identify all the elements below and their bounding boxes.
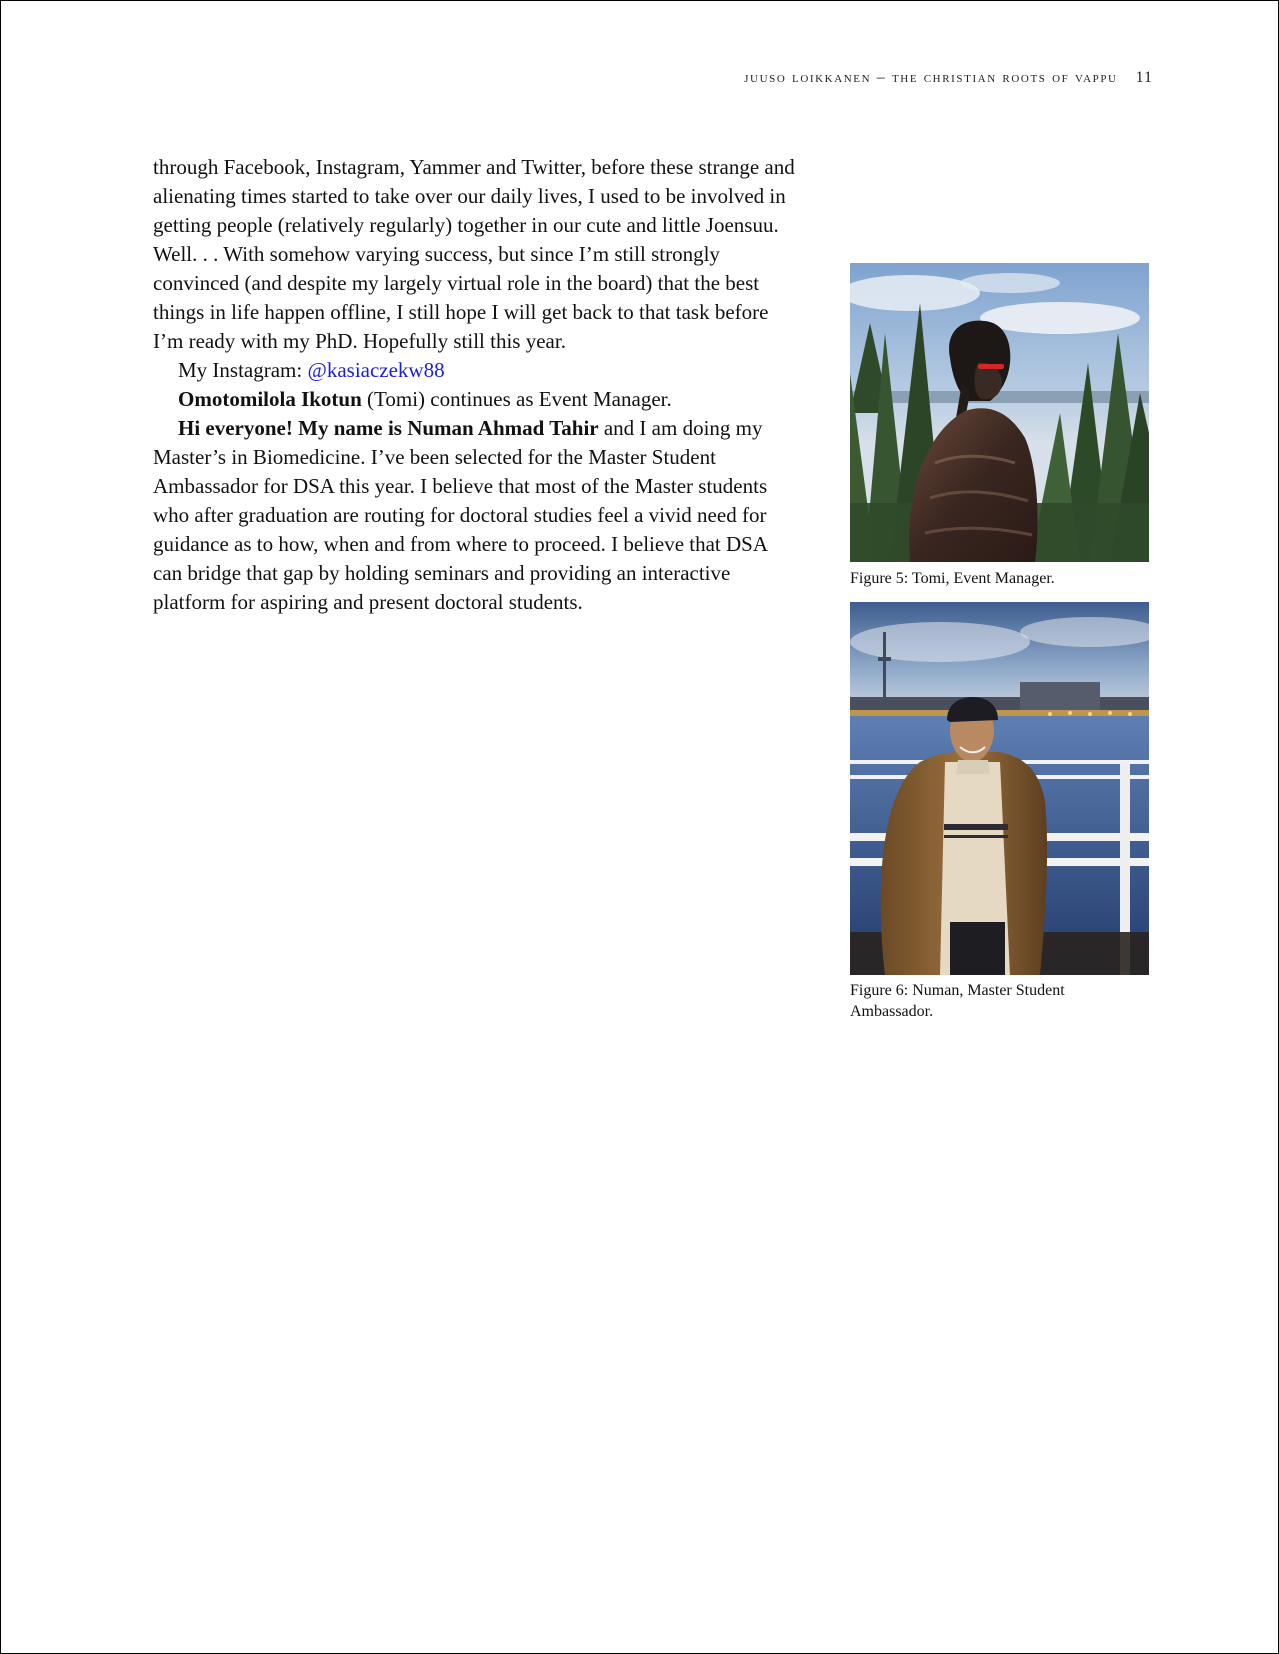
running-title: juuso loikkanen – the christian roots of vappu bbox=[744, 69, 1118, 86]
running-header bbox=[744, 69, 1153, 87]
paragraph-continuation: through Facebook, Instagram, Yammer and Twitter, before these strange and alienating times started to take over our daily lives, I used to be involved in getting people (relatively regularly) together in our cute and little Joensuu. Well. . . With somehow varying success, but since I’m still strongly convinced (and despite my largely virtual role in the board) that the best things in life happen offline, I still hope I will get back to that task before I’m ready with my PhD. Hopefully still this year. bbox=[153, 155, 795, 353]
figure-5 bbox=[850, 263, 1149, 589]
figure-5-photo bbox=[850, 263, 1149, 562]
paragraph-tomi bbox=[153, 385, 801, 414]
instagram-label: My Instagram: bbox=[178, 358, 308, 382]
paragraph-numan bbox=[153, 414, 801, 617]
page-number: 11 bbox=[1135, 69, 1153, 86]
figure-5-caption: Figure 5: Tomi, Event Manager. bbox=[850, 570, 1055, 587]
numan-intro: Hi everyone! My name is Numan Ahmad Tahir bbox=[178, 416, 599, 440]
figure-6 bbox=[850, 602, 1149, 1022]
main-text-column bbox=[153, 153, 801, 617]
figure-6-photo bbox=[850, 602, 1149, 975]
figure-6-caption: Figure 6: Numan, Master Student Ambassador. bbox=[850, 982, 1065, 1020]
paragraph-instagram bbox=[153, 356, 801, 385]
tomi-name: Omotomilola Ikotun bbox=[178, 387, 362, 411]
numan-text: and I am doing my Master’s in Biomedicine. I’ve been selected for the Master Student Ambassador for DSA this year. I believe that most of the Master students who after graduation are routing for doctoral studies feel a vivid need for guidance as to how, when and from where to proceed. I believe that DSA can bridge that gap by holding seminars and providing an interactive platform for aspiring and present doctoral students. bbox=[153, 416, 768, 614]
tomi-role-text: (Tomi) continues as Event Manager. bbox=[361, 387, 672, 411]
instagram-link[interactable]: @kasiaczekw88 bbox=[307, 358, 445, 382]
